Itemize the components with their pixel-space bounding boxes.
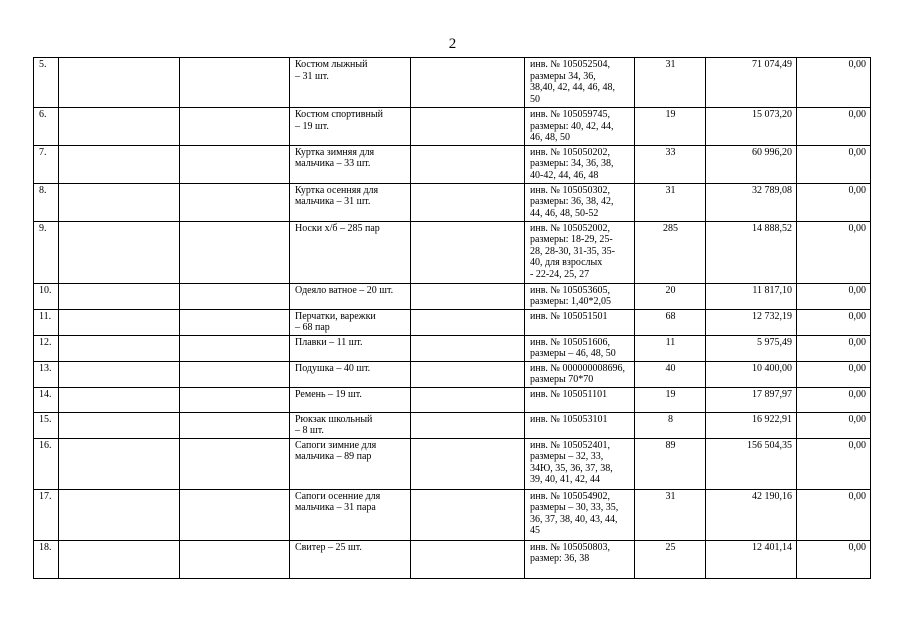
empty-cell bbox=[59, 183, 180, 221]
inventory-info: инв. № 105054902, размеры – 30, 33, 35, 36, 37, 38, 40, 43, 44, 45 bbox=[525, 489, 635, 540]
empty-cell bbox=[180, 108, 290, 146]
inventory-info: инв. № 000000008696, размеры 70*70 bbox=[525, 361, 635, 387]
item-name: Куртка зимняя для мальчика – 33 шт. bbox=[290, 145, 411, 183]
empty-cell bbox=[411, 283, 525, 309]
sum: 12 401,14 bbox=[706, 540, 797, 578]
empty-cell bbox=[59, 489, 180, 540]
inventory-info: инв. № 105052504, размеры 34, 36, 38,40, 42, 44, 46, 48, 50 bbox=[525, 58, 635, 108]
residual-value: 0,00 bbox=[797, 309, 871, 335]
inventory-info: инв. № 105051501 bbox=[525, 309, 635, 335]
empty-cell bbox=[59, 412, 180, 438]
empty-cell bbox=[59, 145, 180, 183]
quantity: 11 bbox=[635, 335, 706, 361]
sum: 14 888,52 bbox=[706, 221, 797, 283]
empty-cell bbox=[59, 108, 180, 146]
residual-value: 0,00 bbox=[797, 145, 871, 183]
inventory-table bbox=[33, 57, 871, 579]
empty-cell bbox=[180, 283, 290, 309]
page-number: 2 bbox=[448, 36, 457, 52]
empty-cell bbox=[59, 283, 180, 309]
item-name: Подушка – 40 шт. bbox=[290, 361, 411, 387]
empty-cell bbox=[180, 309, 290, 335]
empty-cell bbox=[411, 108, 525, 146]
inventory-info: инв. № 105052002, размеры: 18-29, 25- 28, 28-30, 31-35, 35- 40, для взрослых - 22-24, 25, 27 bbox=[525, 221, 635, 283]
quantity: 285 bbox=[635, 221, 706, 283]
quantity: 19 bbox=[635, 108, 706, 146]
sum: 42 190,16 bbox=[706, 489, 797, 540]
residual-value: 0,00 bbox=[797, 283, 871, 309]
table-row bbox=[34, 387, 871, 412]
empty-cell bbox=[180, 489, 290, 540]
item-name: Костюм спортивный – 19 шт. bbox=[290, 108, 411, 146]
row-number: 14. bbox=[34, 387, 59, 412]
quantity: 25 bbox=[635, 540, 706, 578]
empty-cell bbox=[59, 58, 180, 108]
sum: 16 922,91 bbox=[706, 412, 797, 438]
residual-value: 0,00 bbox=[797, 412, 871, 438]
empty-cell bbox=[59, 335, 180, 361]
sum: 5 975,49 bbox=[706, 335, 797, 361]
row-number: 11. bbox=[34, 309, 59, 335]
residual-value: 0,00 bbox=[797, 489, 871, 540]
quantity: 19 bbox=[635, 387, 706, 412]
table-row bbox=[34, 540, 871, 578]
inventory-info: инв. № 105050202, размеры: 34, 36, 38, 40-42, 44, 46, 48 bbox=[525, 145, 635, 183]
residual-value: 0,00 bbox=[797, 221, 871, 283]
table-body bbox=[34, 58, 871, 579]
item-name: Рюкзак школьный – 8 шт. bbox=[290, 412, 411, 438]
table-row bbox=[34, 438, 871, 489]
table-row bbox=[34, 412, 871, 438]
empty-cell bbox=[411, 489, 525, 540]
item-name: Сапоги осенние для мальчика – 31 пара bbox=[290, 489, 411, 540]
empty-cell bbox=[180, 438, 290, 489]
row-number: 7. bbox=[34, 145, 59, 183]
quantity: 40 bbox=[635, 361, 706, 387]
quantity: 68 bbox=[635, 309, 706, 335]
table-row bbox=[34, 489, 871, 540]
empty-cell bbox=[411, 540, 525, 578]
table-row bbox=[34, 221, 871, 283]
empty-cell bbox=[180, 221, 290, 283]
residual-value: 0,00 bbox=[797, 183, 871, 221]
residual-value: 0,00 bbox=[797, 361, 871, 387]
empty-cell bbox=[180, 183, 290, 221]
quantity: 20 bbox=[635, 283, 706, 309]
item-name: Перчатки, варежки – 68 пар bbox=[290, 309, 411, 335]
empty-cell bbox=[180, 412, 290, 438]
item-name: Одеяло ватное – 20 шт. bbox=[290, 283, 411, 309]
table-row bbox=[34, 361, 871, 387]
quantity: 31 bbox=[635, 489, 706, 540]
sum: 60 996,20 bbox=[706, 145, 797, 183]
inventory-info: инв. № 105050302, размеры: 36, 38, 42, 44, 46, 48, 50-52 bbox=[525, 183, 635, 221]
quantity: 8 bbox=[635, 412, 706, 438]
row-number: 17. bbox=[34, 489, 59, 540]
inventory-info: инв. № 105053101 bbox=[525, 412, 635, 438]
row-number: 9. bbox=[34, 221, 59, 283]
empty-cell bbox=[59, 540, 180, 578]
sum: 32 789,08 bbox=[706, 183, 797, 221]
empty-cell bbox=[59, 309, 180, 335]
residual-value: 0,00 bbox=[797, 58, 871, 108]
residual-value: 0,00 bbox=[797, 335, 871, 361]
row-number: 18. bbox=[34, 540, 59, 578]
residual-value: 0,00 bbox=[797, 387, 871, 412]
residual-value: 0,00 bbox=[797, 108, 871, 146]
empty-cell bbox=[180, 387, 290, 412]
empty-cell bbox=[59, 361, 180, 387]
empty-cell bbox=[411, 438, 525, 489]
empty-cell bbox=[411, 412, 525, 438]
item-name: Ремень – 19 шт. bbox=[290, 387, 411, 412]
quantity: 31 bbox=[635, 58, 706, 108]
item-name: Сапоги зимние для мальчика – 89 пар bbox=[290, 438, 411, 489]
table-row bbox=[34, 283, 871, 309]
sum: 10 400,00 bbox=[706, 361, 797, 387]
empty-cell bbox=[59, 438, 180, 489]
sum: 156 504,35 bbox=[706, 438, 797, 489]
empty-cell bbox=[59, 221, 180, 283]
item-name: Куртка осенняя для мальчика – 31 шт. bbox=[290, 183, 411, 221]
row-number: 12. bbox=[34, 335, 59, 361]
row-number: 15. bbox=[34, 412, 59, 438]
row-number: 8. bbox=[34, 183, 59, 221]
quantity: 89 bbox=[635, 438, 706, 489]
item-name: Костюм лыжный – 31 шт. bbox=[290, 58, 411, 108]
inventory-info: инв. № 105059745, размеры: 40, 42, 44, 46, 48, 50 bbox=[525, 108, 635, 146]
inventory-info: инв. № 105052401, размеры – 32, 33, 34Ю, 35, 36, 37, 38, 39, 40, 41, 42, 44 bbox=[525, 438, 635, 489]
empty-cell bbox=[180, 58, 290, 108]
inventory-info: инв. № 105050803, размер: 36, 38 bbox=[525, 540, 635, 578]
item-name: Свитер – 25 шт. bbox=[290, 540, 411, 578]
table-row bbox=[34, 335, 871, 361]
empty-cell bbox=[180, 335, 290, 361]
table-row bbox=[34, 309, 871, 335]
row-number: 6. bbox=[34, 108, 59, 146]
sum: 71 074,49 bbox=[706, 58, 797, 108]
empty-cell bbox=[411, 58, 525, 108]
quantity: 31 bbox=[635, 183, 706, 221]
empty-cell bbox=[411, 387, 525, 412]
residual-value: 0,00 bbox=[797, 438, 871, 489]
empty-cell bbox=[59, 387, 180, 412]
empty-cell bbox=[411, 309, 525, 335]
empty-cell bbox=[180, 145, 290, 183]
empty-cell bbox=[411, 183, 525, 221]
row-number: 16. bbox=[34, 438, 59, 489]
empty-cell bbox=[411, 145, 525, 183]
empty-cell bbox=[411, 221, 525, 283]
table-row bbox=[34, 108, 871, 146]
table-row bbox=[34, 145, 871, 183]
inventory-info: инв. № 105053605, размеры: 1,40*2,05 bbox=[525, 283, 635, 309]
empty-cell bbox=[180, 540, 290, 578]
inventory-info: инв. № 105051606, размеры – 46, 48, 50 bbox=[525, 335, 635, 361]
table-row bbox=[34, 183, 871, 221]
row-number: 10. bbox=[34, 283, 59, 309]
item-name: Плавки – 11 шт. bbox=[290, 335, 411, 361]
item-name: Носки х/б – 285 пар bbox=[290, 221, 411, 283]
sum: 15 073,20 bbox=[706, 108, 797, 146]
empty-cell bbox=[180, 361, 290, 387]
row-number: 5. bbox=[34, 58, 59, 108]
sum: 17 897,97 bbox=[706, 387, 797, 412]
row-number: 13. bbox=[34, 361, 59, 387]
quantity: 33 bbox=[635, 145, 706, 183]
table-row bbox=[34, 58, 871, 108]
sum: 12 732,19 bbox=[706, 309, 797, 335]
sum: 11 817,10 bbox=[706, 283, 797, 309]
empty-cell bbox=[411, 335, 525, 361]
empty-cell bbox=[411, 361, 525, 387]
inventory-info: инв. № 105051101 bbox=[525, 387, 635, 412]
residual-value: 0,00 bbox=[797, 540, 871, 578]
